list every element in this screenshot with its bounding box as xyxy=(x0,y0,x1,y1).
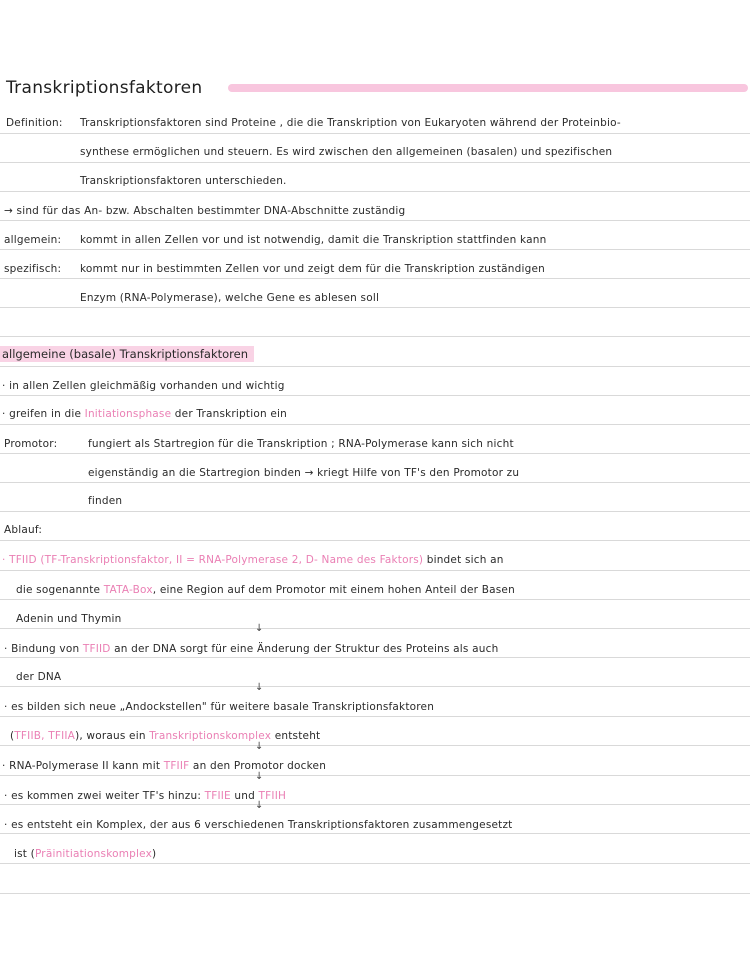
step-3-line-1: · es bilden sich neue „Andockstellen" für weitere basale Transkriptionsfaktoren xyxy=(4,701,435,713)
highlight-tfiih: TFIIH xyxy=(258,790,287,802)
step-6-line-2 xyxy=(14,847,156,861)
ruled-line xyxy=(0,249,750,250)
spezifisch-line-2: Enzym (RNA-Polymerase), welche Gene es ablesen soll xyxy=(80,292,380,304)
ruled-line xyxy=(0,191,750,192)
highlight-tfiif: TFIIF xyxy=(163,760,190,772)
down-arrow-icon: ↓ xyxy=(255,771,264,782)
ruled-line xyxy=(0,336,750,337)
highlight-tata-box: TATA-Box xyxy=(103,584,153,596)
step-3b-open: ( xyxy=(10,730,15,742)
ruled-line xyxy=(0,893,750,894)
step-2-tail: an der DNA sorgt für eine Änderung der Struktur des Proteins als auch xyxy=(110,643,499,655)
title-highlight-bar xyxy=(228,84,748,92)
step-4-text: · RNA-Polymerase II kann mit xyxy=(2,760,164,772)
step-2-line-1 xyxy=(4,642,498,656)
ruled-line xyxy=(0,307,750,308)
promotor-line-1: fungiert als Startregion für die Transkription ; RNA-Polymerase kann sich nicht xyxy=(88,438,514,450)
promotor-line-3: finden xyxy=(88,495,123,507)
ruled-line xyxy=(0,863,750,864)
definition-line-1: Transkriptionsfaktoren sind Proteine , die die Transkription von Eukaryoten während der Proteinbio- xyxy=(80,117,621,129)
step-3b-tail: entsteht xyxy=(271,730,321,742)
ruled-line xyxy=(0,599,750,600)
ruled-line xyxy=(0,657,750,658)
bullet-2 xyxy=(2,407,287,421)
ruled-line xyxy=(0,833,750,834)
ruled-line xyxy=(0,570,750,571)
step-1b-tail: , eine Region auf dem Promotor mit einem hohen Anteil der Basen xyxy=(152,584,515,596)
section-heading: allgemeine (basale) Transkriptionsfaktoren xyxy=(0,346,254,362)
highlight-praeinitiationskomplex: Präinitiationskomplex xyxy=(34,848,153,860)
ruled-line xyxy=(0,133,750,134)
step-6b-text: ist ( xyxy=(14,848,35,860)
ruled-line xyxy=(0,482,750,483)
definition-line-2: synthese ermöglichen und steuern. Es wird zwischen den allgemeinen (basalen) und spezifischen xyxy=(80,146,613,158)
highlight-tfiie: TFIIE xyxy=(204,790,231,802)
down-arrow-icon: ↓ xyxy=(255,623,264,634)
step-5-mid: und xyxy=(230,790,259,802)
ruled-line xyxy=(0,220,750,221)
step-1b-text: die sogenannte xyxy=(16,584,104,596)
step-1-tail: bindet sich an xyxy=(423,554,504,566)
step-6b-close: ) xyxy=(152,848,157,860)
step-6-line-1: · es entsteht ein Komplex, der aus 6 verschiedenen Transkriptionsfaktoren zusammengesetzt xyxy=(4,819,513,831)
definition-line-3: Transkriptionsfaktoren unterschieden. xyxy=(80,175,287,187)
step-3b-mid: ), woraus ein xyxy=(75,730,150,742)
page-title: Transkriptionsfaktoren xyxy=(6,78,203,98)
step-4-line xyxy=(2,759,326,773)
promotor-line-2: eigenständig an die Startregion binden → kriegt Hilfe von TF's den Promotor zu xyxy=(88,467,520,479)
step-5-text: · es kommen zwei weiter TF's hinzu: xyxy=(4,790,205,802)
definition-label: Definition: xyxy=(6,117,63,129)
ruled-line xyxy=(0,278,750,279)
allgemein-label: allgemein: xyxy=(4,234,62,246)
promotor-label: Promotor: xyxy=(4,438,58,450)
highlight-initiationsphase: Initiationsphase xyxy=(84,408,172,420)
ruled-line xyxy=(0,366,750,367)
ruled-line xyxy=(0,745,750,746)
ruled-line xyxy=(0,716,750,717)
down-arrow-icon: ↓ xyxy=(255,741,264,752)
step-1-line-1 xyxy=(2,553,504,567)
ablauf-label: Ablauf: xyxy=(4,524,43,536)
highlight-tfiid: TFIID xyxy=(82,643,111,655)
step-2-text: · Bindung von xyxy=(4,643,83,655)
highlight-transkriptionskomplex: Transkriptionskomplex xyxy=(149,730,272,742)
ruled-line xyxy=(0,453,750,454)
ruled-line xyxy=(0,686,750,687)
ruled-line xyxy=(0,628,750,629)
down-arrow-icon: ↓ xyxy=(255,800,264,811)
step-1-tfiid: · TFIID (TF-Transkriptionsfaktor, II = RNA-Polymerase 2, D- Name des Faktors) xyxy=(2,554,424,566)
step-5-line xyxy=(4,789,286,803)
ruled-line xyxy=(0,804,750,805)
bullet-2-text: · greifen in die xyxy=(2,408,85,420)
ruled-line xyxy=(0,775,750,776)
ruled-line xyxy=(0,540,750,541)
step-4-tail: an den Promotor docken xyxy=(189,760,327,772)
step-1-line-3: Adenin und Thymin xyxy=(16,613,122,625)
note-line: → sind für das An- bzw. Abschalten bestimmter DNA-Abschnitte zuständig xyxy=(4,205,406,217)
bullet-2-tail: der Transkription ein xyxy=(171,408,287,420)
step-3-line-2 xyxy=(10,729,320,743)
highlight-tfiib-tfiia: TFIIB, TFIIA xyxy=(14,730,76,742)
step-2-line-2: der DNA xyxy=(16,671,62,683)
title-block xyxy=(6,78,202,98)
ruled-line xyxy=(0,424,750,425)
step-1-line-2 xyxy=(16,583,515,597)
down-arrow-icon: ↓ xyxy=(255,682,264,693)
spezifisch-line-1: kommt nur in bestimmten Zellen vor und zeigt dem für die Transkription zuständigen xyxy=(80,263,545,275)
ruled-line xyxy=(0,511,750,512)
ruled-line xyxy=(0,162,750,163)
ruled-line xyxy=(0,395,750,396)
spezifisch-label: spezifisch: xyxy=(4,263,62,275)
allgemein-text: kommt in allen Zellen vor und ist notwendig, damit die Transkription stattfinden kann xyxy=(80,234,547,246)
bullet-1: · in allen Zellen gleichmäßig vorhanden und wichtig xyxy=(2,380,285,392)
